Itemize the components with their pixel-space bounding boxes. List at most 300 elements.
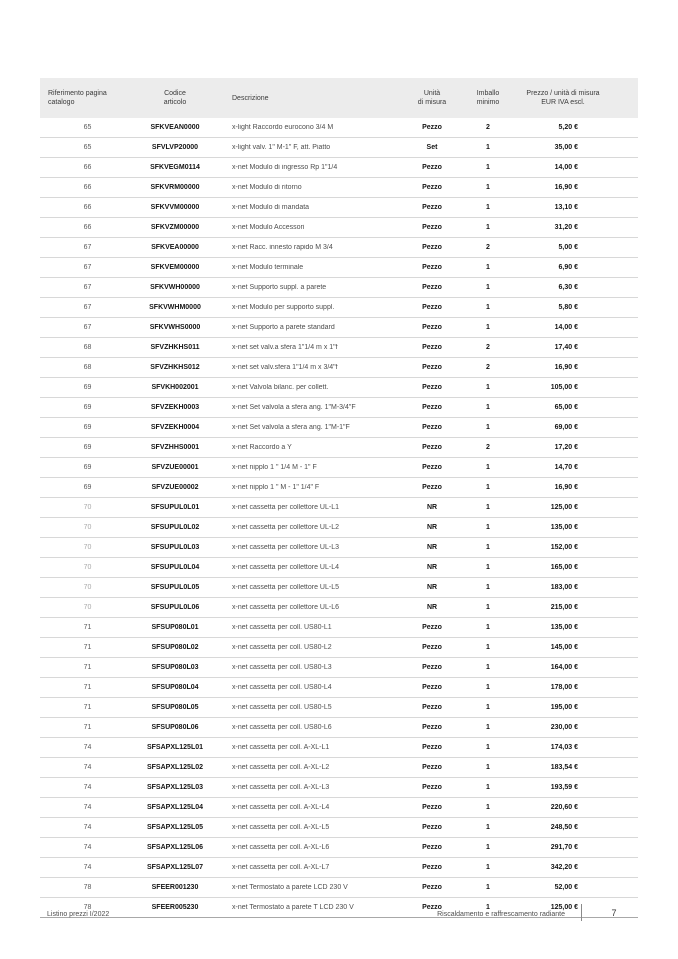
min-pack: 1: [486, 544, 490, 551]
table-row: [40, 558, 638, 578]
table-row: [40, 678, 638, 698]
unit-of-measure: NR: [426, 564, 438, 571]
page-ref: 74: [83, 784, 92, 791]
table-row: [40, 578, 638, 598]
table-row: [40, 518, 638, 538]
price: 174,03 €: [550, 744, 578, 751]
unit-of-measure: Pezzo: [422, 764, 442, 771]
unit-of-measure: Pezzo: [422, 304, 442, 311]
min-pack: 1: [486, 564, 490, 571]
description: x-net cassetta per collettore UL-L1: [232, 504, 339, 511]
page-ref: 67: [83, 244, 92, 251]
article-code: SFVZEKH0004: [150, 424, 200, 431]
description: x-net nipplo 1 " M - 1" 1/4" F: [232, 484, 320, 491]
description: x-net cassetta per coll. A-XL-L3: [232, 784, 330, 791]
price: 13,10 €: [554, 204, 578, 211]
description: x-net cassetta per coll. US80-L2: [232, 644, 332, 651]
table-row: [40, 398, 638, 418]
article-code: SFVZHKHS011: [150, 344, 200, 351]
min-pack: 1: [486, 484, 490, 491]
unit-of-measure: Pezzo: [422, 904, 442, 911]
description: x-light valv. 1" M-1" F, att. Piatto: [232, 144, 331, 151]
table-row: [40, 798, 638, 818]
price: 65,00 €: [554, 404, 578, 411]
page-ref: 70: [83, 544, 92, 551]
header-description-line1: Descrizione: [232, 94, 269, 102]
min-pack: 1: [486, 224, 490, 231]
article-code: SFSAPXL125L07: [146, 864, 204, 871]
header-price-line2: EUR IVA escl.: [541, 99, 585, 106]
unit-of-measure: Pezzo: [422, 284, 442, 291]
header-price-line1: Prezzo / unità di misura: [526, 90, 600, 97]
page-ref: 69: [83, 444, 92, 451]
article-code: SFSUPUL0L05: [150, 584, 200, 591]
table-row: [40, 418, 638, 438]
article-code: SFEER001230: [151, 884, 199, 891]
unit-of-measure: Pezzo: [422, 824, 442, 831]
min-pack: 1: [486, 204, 490, 211]
unit-of-measure: Pezzo: [422, 184, 442, 191]
article-code: SFSAPXL125L04: [146, 804, 204, 811]
table-row: [40, 238, 638, 258]
price: 183,54 €: [550, 764, 578, 771]
page-ref: 66: [83, 164, 92, 171]
table-row: [40, 738, 638, 758]
page-ref: 67: [83, 264, 92, 271]
min-pack: 1: [486, 784, 490, 791]
article-code: SFKVEM00000: [150, 264, 200, 271]
unit-of-measure: Pezzo: [422, 204, 442, 211]
description: x-net Modulo di ingresso Rp 1"1/4: [232, 164, 338, 171]
price: 5,20 €: [558, 124, 578, 131]
description: x-net cassetta per collettore UL-L4: [232, 564, 339, 571]
unit-of-measure: Pezzo: [422, 344, 442, 351]
article-code: SFKVZM00000: [150, 224, 200, 231]
description: x-net Raccordo a Y: [232, 444, 292, 451]
page-ref: 67: [83, 284, 92, 291]
unit-of-measure: Pezzo: [422, 264, 442, 271]
footer-catalog-edition: Listino prezzi I/2022: [47, 911, 110, 918]
description: x-net cassetta per coll. US80-L3: [232, 664, 332, 671]
price: 145,00 €: [550, 644, 578, 651]
page-ref: 69: [83, 464, 92, 471]
page-ref: 69: [83, 484, 92, 491]
min-pack: 1: [486, 744, 490, 751]
article-code: SFSUP080L04: [151, 684, 199, 691]
price: 125,00 €: [550, 504, 578, 511]
article-code: SFSUPUL0L02: [150, 524, 200, 531]
unit-of-measure: Pezzo: [422, 704, 442, 711]
min-pack: 1: [486, 884, 490, 891]
price: 183,00 €: [550, 584, 578, 591]
min-pack: 1: [486, 284, 490, 291]
page-ref: 71: [83, 644, 92, 651]
article-code: SFSUP080L01: [151, 624, 199, 631]
page-ref: 69: [83, 384, 92, 391]
unit-of-measure: Set: [426, 144, 438, 151]
page-ref: 71: [83, 624, 92, 631]
unit-of-measure: Pezzo: [422, 664, 442, 671]
header-pack-line1: Imballo: [476, 90, 500, 97]
table-row: [40, 318, 638, 338]
page-number: 7: [611, 908, 617, 918]
min-pack: 2: [486, 444, 490, 451]
article-code: SFVZUE00001: [151, 464, 199, 471]
description: x-net cassetta per coll. A-XL-L4: [232, 804, 330, 811]
page-ref: 65: [83, 144, 92, 151]
table-row: [40, 718, 638, 738]
article-code: SFSAPXL125L06: [146, 844, 204, 851]
unit-of-measure: Pezzo: [422, 364, 442, 371]
price: 16,90 €: [554, 184, 578, 191]
article-code: SFKVEGM0114: [150, 164, 200, 171]
unit-of-measure: Pezzo: [422, 684, 442, 691]
min-pack: 1: [486, 644, 490, 651]
description: x-net cassetta per collettore UL-L6: [232, 604, 339, 611]
unit-of-measure: Pezzo: [422, 324, 442, 331]
table-row: [40, 598, 638, 618]
page-ref: 74: [83, 864, 92, 871]
min-pack: 1: [486, 764, 490, 771]
article-code: SFSAPXL125L05: [146, 824, 204, 831]
price: 135,00 €: [550, 624, 578, 631]
page-ref: 69: [83, 424, 92, 431]
unit-of-measure: Pezzo: [422, 744, 442, 751]
article-code: SFSUP080L05: [151, 704, 199, 711]
price-table: [40, 78, 638, 918]
price: 105,00 €: [550, 384, 578, 391]
unit-of-measure: Pezzo: [422, 444, 442, 451]
min-pack: 1: [486, 264, 490, 271]
price: 6,30 €: [558, 284, 578, 291]
unit-of-measure: Pezzo: [422, 724, 442, 731]
page-ref: 71: [83, 684, 92, 691]
header-unit-line2: di misura: [417, 99, 447, 106]
min-pack: 1: [486, 164, 490, 171]
price: 35,00 €: [554, 144, 578, 151]
price: 165,00 €: [550, 564, 578, 571]
unit-of-measure: Pezzo: [422, 644, 442, 651]
page-ref: 70: [83, 504, 92, 511]
header-description: [215, 94, 402, 103]
page-ref: 71: [83, 724, 92, 731]
page-ref: 78: [83, 904, 92, 911]
table-row: [40, 478, 638, 498]
description: x-net cassetta per coll. US80-L1: [232, 624, 332, 631]
description: x-net Set valvola a sfera ang. 1"M-3/4"F: [232, 404, 356, 411]
article-code: SFEER005230: [151, 904, 199, 911]
price: 291,70 €: [550, 844, 578, 851]
min-pack: 1: [486, 704, 490, 711]
table-row: [40, 358, 638, 378]
price: 135,00 €: [550, 524, 578, 531]
unit-of-measure: Pezzo: [422, 784, 442, 791]
price: 17,20 €: [554, 444, 578, 451]
description: x-net cassetta per coll. A-XL-L2: [232, 764, 330, 771]
description: x-net Racc. innesto rapido M 3/4: [232, 244, 333, 251]
unit-of-measure: Pezzo: [422, 124, 442, 131]
table-row: [40, 838, 638, 858]
page-ref: 70: [83, 524, 92, 531]
article-code: SFKVWH00000: [150, 284, 200, 291]
min-pack: 1: [486, 184, 490, 191]
description: x-net set valv.sfera 1"1/4 m x 3/4"f: [232, 364, 338, 371]
header-ref-line2: catalogo: [48, 99, 75, 106]
unit-of-measure: Pezzo: [422, 884, 442, 891]
price: 14,00 €: [554, 164, 578, 171]
price: 342,20 €: [550, 864, 578, 871]
min-pack: 1: [486, 624, 490, 631]
page-ref: 74: [83, 744, 92, 751]
table-row: [40, 138, 638, 158]
article-code: SFSUP080L03: [151, 664, 199, 671]
description: x-net Set valvola a sfera ang. 1"M-1"F: [232, 424, 350, 431]
description: x-net Termostato a parete LCD 230 V: [232, 884, 348, 891]
description: x-net cassetta per coll. A-XL-L6: [232, 844, 330, 851]
unit-of-measure: Pezzo: [422, 804, 442, 811]
table-row: [40, 698, 638, 718]
page-ref: 71: [83, 704, 92, 711]
article-code: SFVLVP20000: [151, 144, 199, 151]
article-code: SFKVWHM0000: [149, 304, 201, 311]
min-pack: 1: [486, 464, 490, 471]
page-ref: 70: [83, 564, 92, 571]
table-row: [40, 278, 638, 298]
unit-of-measure: Pezzo: [422, 624, 442, 631]
unit-of-measure: NR: [426, 504, 438, 511]
price: 152,00 €: [550, 544, 578, 551]
description: x-net cassetta per coll. US80-L5: [232, 704, 332, 711]
header-code: [135, 89, 215, 107]
header-price: [514, 89, 638, 107]
description: x-net Modulo di ritorno: [232, 184, 302, 191]
article-code: SFSUPUL0L01: [150, 504, 200, 511]
min-pack: 1: [486, 404, 490, 411]
page-ref: 68: [83, 344, 92, 351]
header-pack: [462, 89, 514, 107]
table-row: [40, 758, 638, 778]
page-ref: 74: [83, 804, 92, 811]
description: x-net cassetta per coll. A-XL-L7: [232, 864, 330, 871]
price: 178,00 €: [550, 684, 578, 691]
table-row: [40, 438, 638, 458]
table-row: [40, 158, 638, 178]
page-ref: 66: [83, 224, 92, 231]
min-pack: 1: [486, 324, 490, 331]
min-pack: 1: [486, 584, 490, 591]
table-row: [40, 258, 638, 278]
table-header: [40, 78, 638, 118]
description: x-net nipplo 1 " 1/4 M - 1" F: [232, 464, 317, 471]
price: 125,00 €: [550, 904, 578, 911]
article-code: SFKVEAN0000: [150, 124, 200, 131]
unit-of-measure: Pezzo: [422, 424, 442, 431]
header-ref: [40, 89, 135, 107]
article-code: SFSUPUL0L03: [150, 544, 200, 551]
article-code: SFKVEA00000: [151, 244, 199, 251]
table-row: [40, 638, 638, 658]
unit-of-measure: Pezzo: [422, 224, 442, 231]
price: 215,00 €: [550, 604, 578, 611]
description: x-net Modulo Accessori: [232, 224, 305, 231]
page-ref: 71: [83, 664, 92, 671]
min-pack: 1: [486, 604, 490, 611]
footer-divider: [581, 904, 582, 921]
min-pack: 1: [486, 304, 490, 311]
page-ref: 67: [83, 304, 92, 311]
price: 6,90 €: [558, 264, 578, 271]
price: 52,00 €: [554, 884, 578, 891]
description: x-net cassetta per coll. US80-L6: [232, 724, 332, 731]
page-ref: 78: [83, 884, 92, 891]
page-ref: 65: [83, 124, 92, 131]
description: x-net Modulo per supporto suppl.: [232, 304, 335, 311]
table-body: [40, 118, 638, 918]
price: 248,50 €: [550, 824, 578, 831]
min-pack: 1: [486, 664, 490, 671]
unit-of-measure: NR: [426, 544, 438, 551]
page-ref: 67: [83, 324, 92, 331]
price: 195,00 €: [550, 704, 578, 711]
article-code: SFKVRM00000: [150, 184, 200, 191]
min-pack: 1: [486, 424, 490, 431]
header-code-line2: articolo: [163, 99, 187, 106]
article-code: SFVZEKH0003: [150, 404, 200, 411]
description: x-net set valv.a sfera 1"1/4 m x 1"f: [232, 344, 338, 351]
unit-of-measure: Pezzo: [422, 244, 442, 251]
table-row: [40, 618, 638, 638]
price: 31,20 €: [554, 224, 578, 231]
header-pack-line2: minimo: [476, 99, 500, 106]
article-code: SFSAPXL125L02: [146, 764, 204, 771]
min-pack: 1: [486, 724, 490, 731]
description: x-net Supporto suppl. a parete: [232, 284, 327, 291]
min-pack: 2: [486, 364, 490, 371]
min-pack: 2: [486, 124, 490, 131]
description: x-net Supporto a parete standard: [232, 324, 335, 331]
description: x-net cassetta per coll. US80-L4: [232, 684, 332, 691]
page-ref: 69: [83, 404, 92, 411]
table-row: [40, 538, 638, 558]
min-pack: 2: [486, 344, 490, 351]
min-pack: 1: [486, 524, 490, 531]
article-code: SFSUPUL0L06: [150, 604, 200, 611]
min-pack: 1: [486, 504, 490, 511]
footer-section-title: Riscaldamento e raffrescamento radiante: [437, 911, 565, 918]
table-row: [40, 298, 638, 318]
description: x-net Modulo terminale: [232, 264, 304, 271]
article-code: SFKVWHS0000: [149, 324, 201, 331]
description: x-net cassetta per collettore UL-L2: [232, 524, 339, 531]
page-ref: 66: [83, 204, 92, 211]
price: 164,00 €: [550, 664, 578, 671]
price: 193,59 €: [550, 784, 578, 791]
header-ref-line1: Riferimento pagina: [48, 90, 107, 97]
min-pack: 1: [486, 904, 490, 911]
description: x-net Valvola bilanc. per collett.: [232, 384, 329, 391]
article-code: SFSAPXL125L01: [146, 744, 204, 751]
page-ref: 68: [83, 364, 92, 371]
min-pack: 1: [486, 684, 490, 691]
min-pack: 1: [486, 144, 490, 151]
table-row: [40, 118, 638, 138]
min-pack: 1: [486, 864, 490, 871]
description: x-net cassetta per coll. A-XL-L5: [232, 824, 330, 831]
price: 16,90 €: [554, 364, 578, 371]
table-row: [40, 458, 638, 478]
unit-of-measure: Pezzo: [422, 384, 442, 391]
table-row: [40, 338, 638, 358]
description: x-net cassetta per coll. A-XL-L1: [232, 744, 330, 751]
header-code-line1: Codice: [164, 90, 186, 97]
unit-of-measure: Pezzo: [422, 404, 442, 411]
description: x-light Raccordo eurocono 3/4 M: [232, 124, 334, 131]
unit-of-measure: Pezzo: [422, 484, 442, 491]
price: 220,60 €: [550, 804, 578, 811]
table-row: [40, 778, 638, 798]
unit-of-measure: Pezzo: [422, 844, 442, 851]
unit-of-measure: Pezzo: [422, 164, 442, 171]
table-row: [40, 498, 638, 518]
article-code: SFVZUE00002: [151, 484, 199, 491]
article-code: SFSUP080L06: [151, 724, 199, 731]
price: 17,40 €: [554, 344, 578, 351]
page-ref: 74: [83, 824, 92, 831]
unit-of-measure: NR: [426, 524, 438, 531]
price: 69,00 €: [554, 424, 578, 431]
page-ref: 70: [83, 584, 92, 591]
unit-of-measure: Pezzo: [422, 464, 442, 471]
table-row: [40, 378, 638, 398]
description: x-net cassetta per collettore UL-L5: [232, 584, 339, 591]
article-code: SFKVVM00000: [150, 204, 200, 211]
article-code: SFSAPXL125L03: [146, 784, 204, 791]
table-row: [40, 818, 638, 838]
article-code: SFVZHHS0001: [150, 444, 200, 451]
table-row: [40, 858, 638, 878]
table-row: [40, 198, 638, 218]
page-ref: 70: [83, 604, 92, 611]
article-code: SFVKH002001: [151, 384, 199, 391]
unit-of-measure: NR: [426, 604, 438, 611]
min-pack: 1: [486, 844, 490, 851]
header-unit-line1: Unità: [423, 90, 441, 97]
page-ref: 66: [83, 184, 92, 191]
price: 5,00 €: [558, 244, 578, 251]
page-ref: 74: [83, 764, 92, 771]
price: 14,70 €: [554, 464, 578, 471]
price: 230,00 €: [550, 724, 578, 731]
price: 14,00 €: [554, 324, 578, 331]
unit-of-measure: NR: [426, 584, 438, 591]
min-pack: 1: [486, 824, 490, 831]
table-row: [40, 878, 638, 898]
description: x-net Modulo di mandata: [232, 204, 310, 211]
min-pack: 2: [486, 244, 490, 251]
min-pack: 1: [486, 384, 490, 391]
min-pack: 1: [486, 804, 490, 811]
unit-of-measure: Pezzo: [422, 864, 442, 871]
description: x-net cassetta per collettore UL-L3: [232, 544, 339, 551]
table-row: [40, 218, 638, 238]
article-code: SFVZHKHS012: [150, 364, 200, 371]
page-ref: 74: [83, 844, 92, 851]
description: x-net Termostato a parete T LCD 230 V: [232, 904, 354, 911]
table-row: [40, 658, 638, 678]
article-code: SFSUP080L02: [151, 644, 199, 651]
table-row: [40, 178, 638, 198]
price: 5,80 €: [558, 304, 578, 311]
